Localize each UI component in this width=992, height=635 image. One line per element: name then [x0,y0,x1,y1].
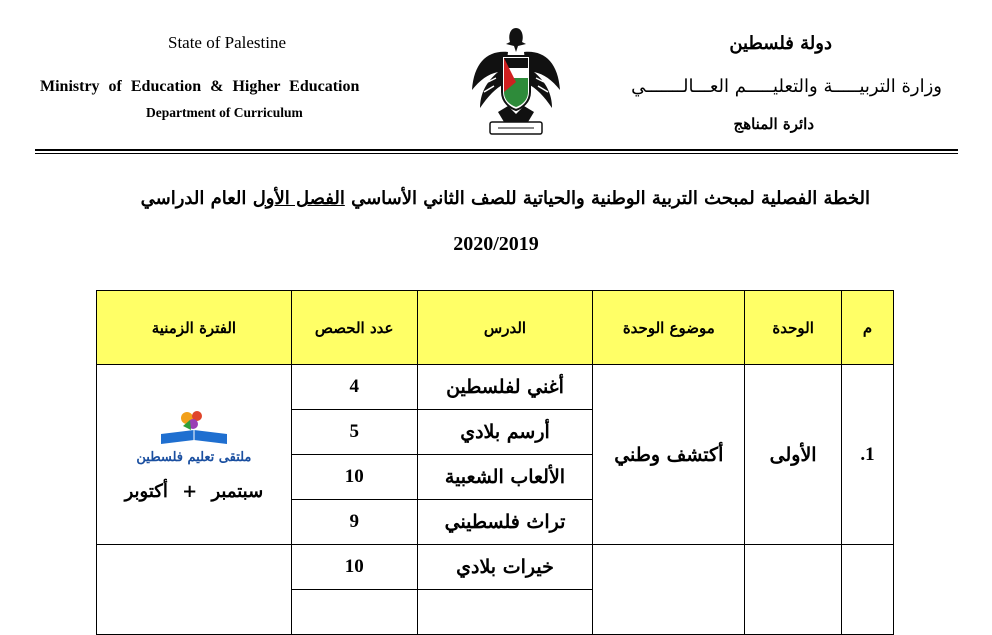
cell-unit [745,545,842,635]
logo-caption: ملتقى تعليم فلسطين [136,449,252,465]
cell-count: 10 [291,545,417,590]
cell-period [97,545,292,635]
cell-count: 4 [291,365,417,410]
open-book-icon [157,408,231,448]
cell-topic: أكتشف وطني [593,365,745,545]
header-divider [35,149,958,154]
header-topic: موضوع الوحدة [593,291,745,365]
title-part2: العام الدراسي [140,188,253,209]
title-part1: الخطة الفصلية لمبحث التربية الوطنية والحياتية للصف الثاني الأساسي [344,188,870,209]
header-ar-ministry: وزارة التربيـــــة والتعليـــــم العـــالـــــــي [631,76,942,97]
header-en-department: Department of Curriculum [146,105,303,120]
cell-period [97,365,292,545]
forum-logo [97,408,291,502]
header-count: عدد الحصص [291,291,417,365]
document-title [60,187,870,211]
cell-count [291,590,417,635]
table-row [97,545,894,590]
academic-year: 2020/2019 [453,233,539,255]
table-row [97,365,894,410]
cell-lesson: أغني لفلسطين [417,365,593,410]
cell-count: 5 [291,410,417,455]
cell-lesson: أرسم بلادي [417,410,593,455]
cell-lesson [417,590,593,635]
period-text: سبتمبر + أكتوبر [124,480,264,502]
semester-plan-table [96,290,894,635]
header-en-ministry: Ministry of Education & Higher Education [40,78,360,95]
title-semester: الفصل الأول [252,188,345,209]
header-ar-state: دولة فلسطين [729,33,832,54]
cell-index [842,545,894,635]
header-period: الفترة الزمنية [97,291,292,365]
palestine-eagle-emblem [468,22,564,140]
header-ar-department: دائرة المناهج [733,115,814,133]
table-header-row [97,291,894,365]
header-unit: الوحدة [745,291,842,365]
cell-lesson: الألعاب الشعبية [417,455,593,500]
cell-index: 1. [842,365,894,545]
cell-count: 9 [291,500,417,545]
cell-topic [593,545,745,635]
cell-unit: الأولى [745,365,842,545]
cell-lesson: تراث فلسطيني [417,500,593,545]
cell-count: 10 [291,455,417,500]
header-lesson: الدرس [417,291,593,365]
header-index: م [842,291,894,365]
cell-lesson: خيرات بلادي [417,545,593,590]
header-en-state: State of Palestine [167,33,287,52]
